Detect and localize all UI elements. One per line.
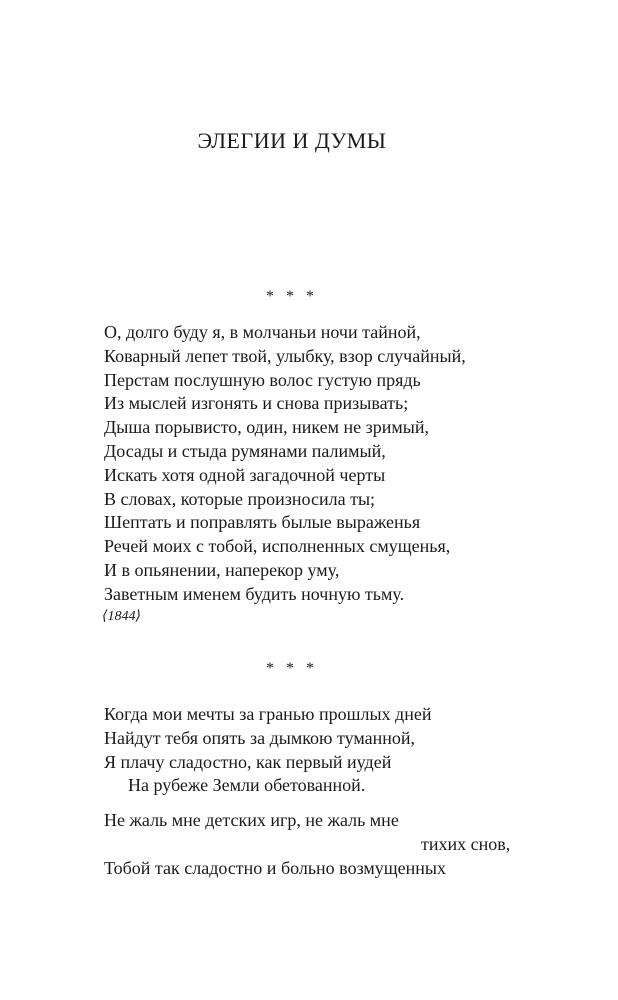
poem-text	[104, 321, 466, 607]
poem-line-continuation: тихих снов,	[421, 833, 511, 854]
poem-line: Искать хотя одной загадочной черты	[104, 464, 386, 485]
poem-line: И в опьянении, наперекор уму,	[104, 559, 340, 580]
poem-stanza	[104, 809, 510, 880]
poem-line: Досады и стыда румянами палимый,	[104, 440, 386, 461]
poem-separator: * * *	[266, 288, 318, 305]
poem-line: Заветным именем будить ночную тьму.	[104, 583, 405, 604]
poem-line: Речей моих с тобой, исполненных смущенья,	[104, 536, 451, 557]
poem-line: Дыша порывисто, один, никем не зримый,	[104, 417, 430, 438]
poem-line: На рубеже Земли обетованной.	[128, 775, 366, 796]
poem-line: Не жаль мне детских игр, не жаль мне	[104, 810, 399, 830]
poem-line: Из мыслей изгонять и снова призывать;	[104, 393, 409, 414]
poem-stanza	[104, 703, 431, 798]
section-title: ЭЛЕГИИ И ДУМЫ	[197, 128, 387, 153]
poem-line: Тобой так сладостно и больно возмущенных	[104, 857, 447, 878]
poem-line: Шептать и поправлять былые выраженья	[104, 512, 421, 533]
poem-line: Я плачу сладостно, как первый иудей	[104, 751, 392, 772]
poem-line: Перстам послушную волос густую прядь	[104, 369, 421, 390]
poem-line: В словах, которые произносила ты;	[104, 488, 376, 509]
poem-date: ⟨1844⟩	[102, 609, 141, 624]
poem-line: Найдут тебя опять за дымкою туманной,	[104, 727, 416, 748]
poem-line: О, долго буду я, в молчаньи ночи тайной,	[104, 322, 421, 342]
poem-separator: * * *	[266, 660, 318, 677]
poem-line: Коварный лепет твой, улыбку, взор случайный,	[104, 345, 466, 366]
poem-line: Когда мои мечты за гранью прошлых дней	[104, 704, 432, 724]
